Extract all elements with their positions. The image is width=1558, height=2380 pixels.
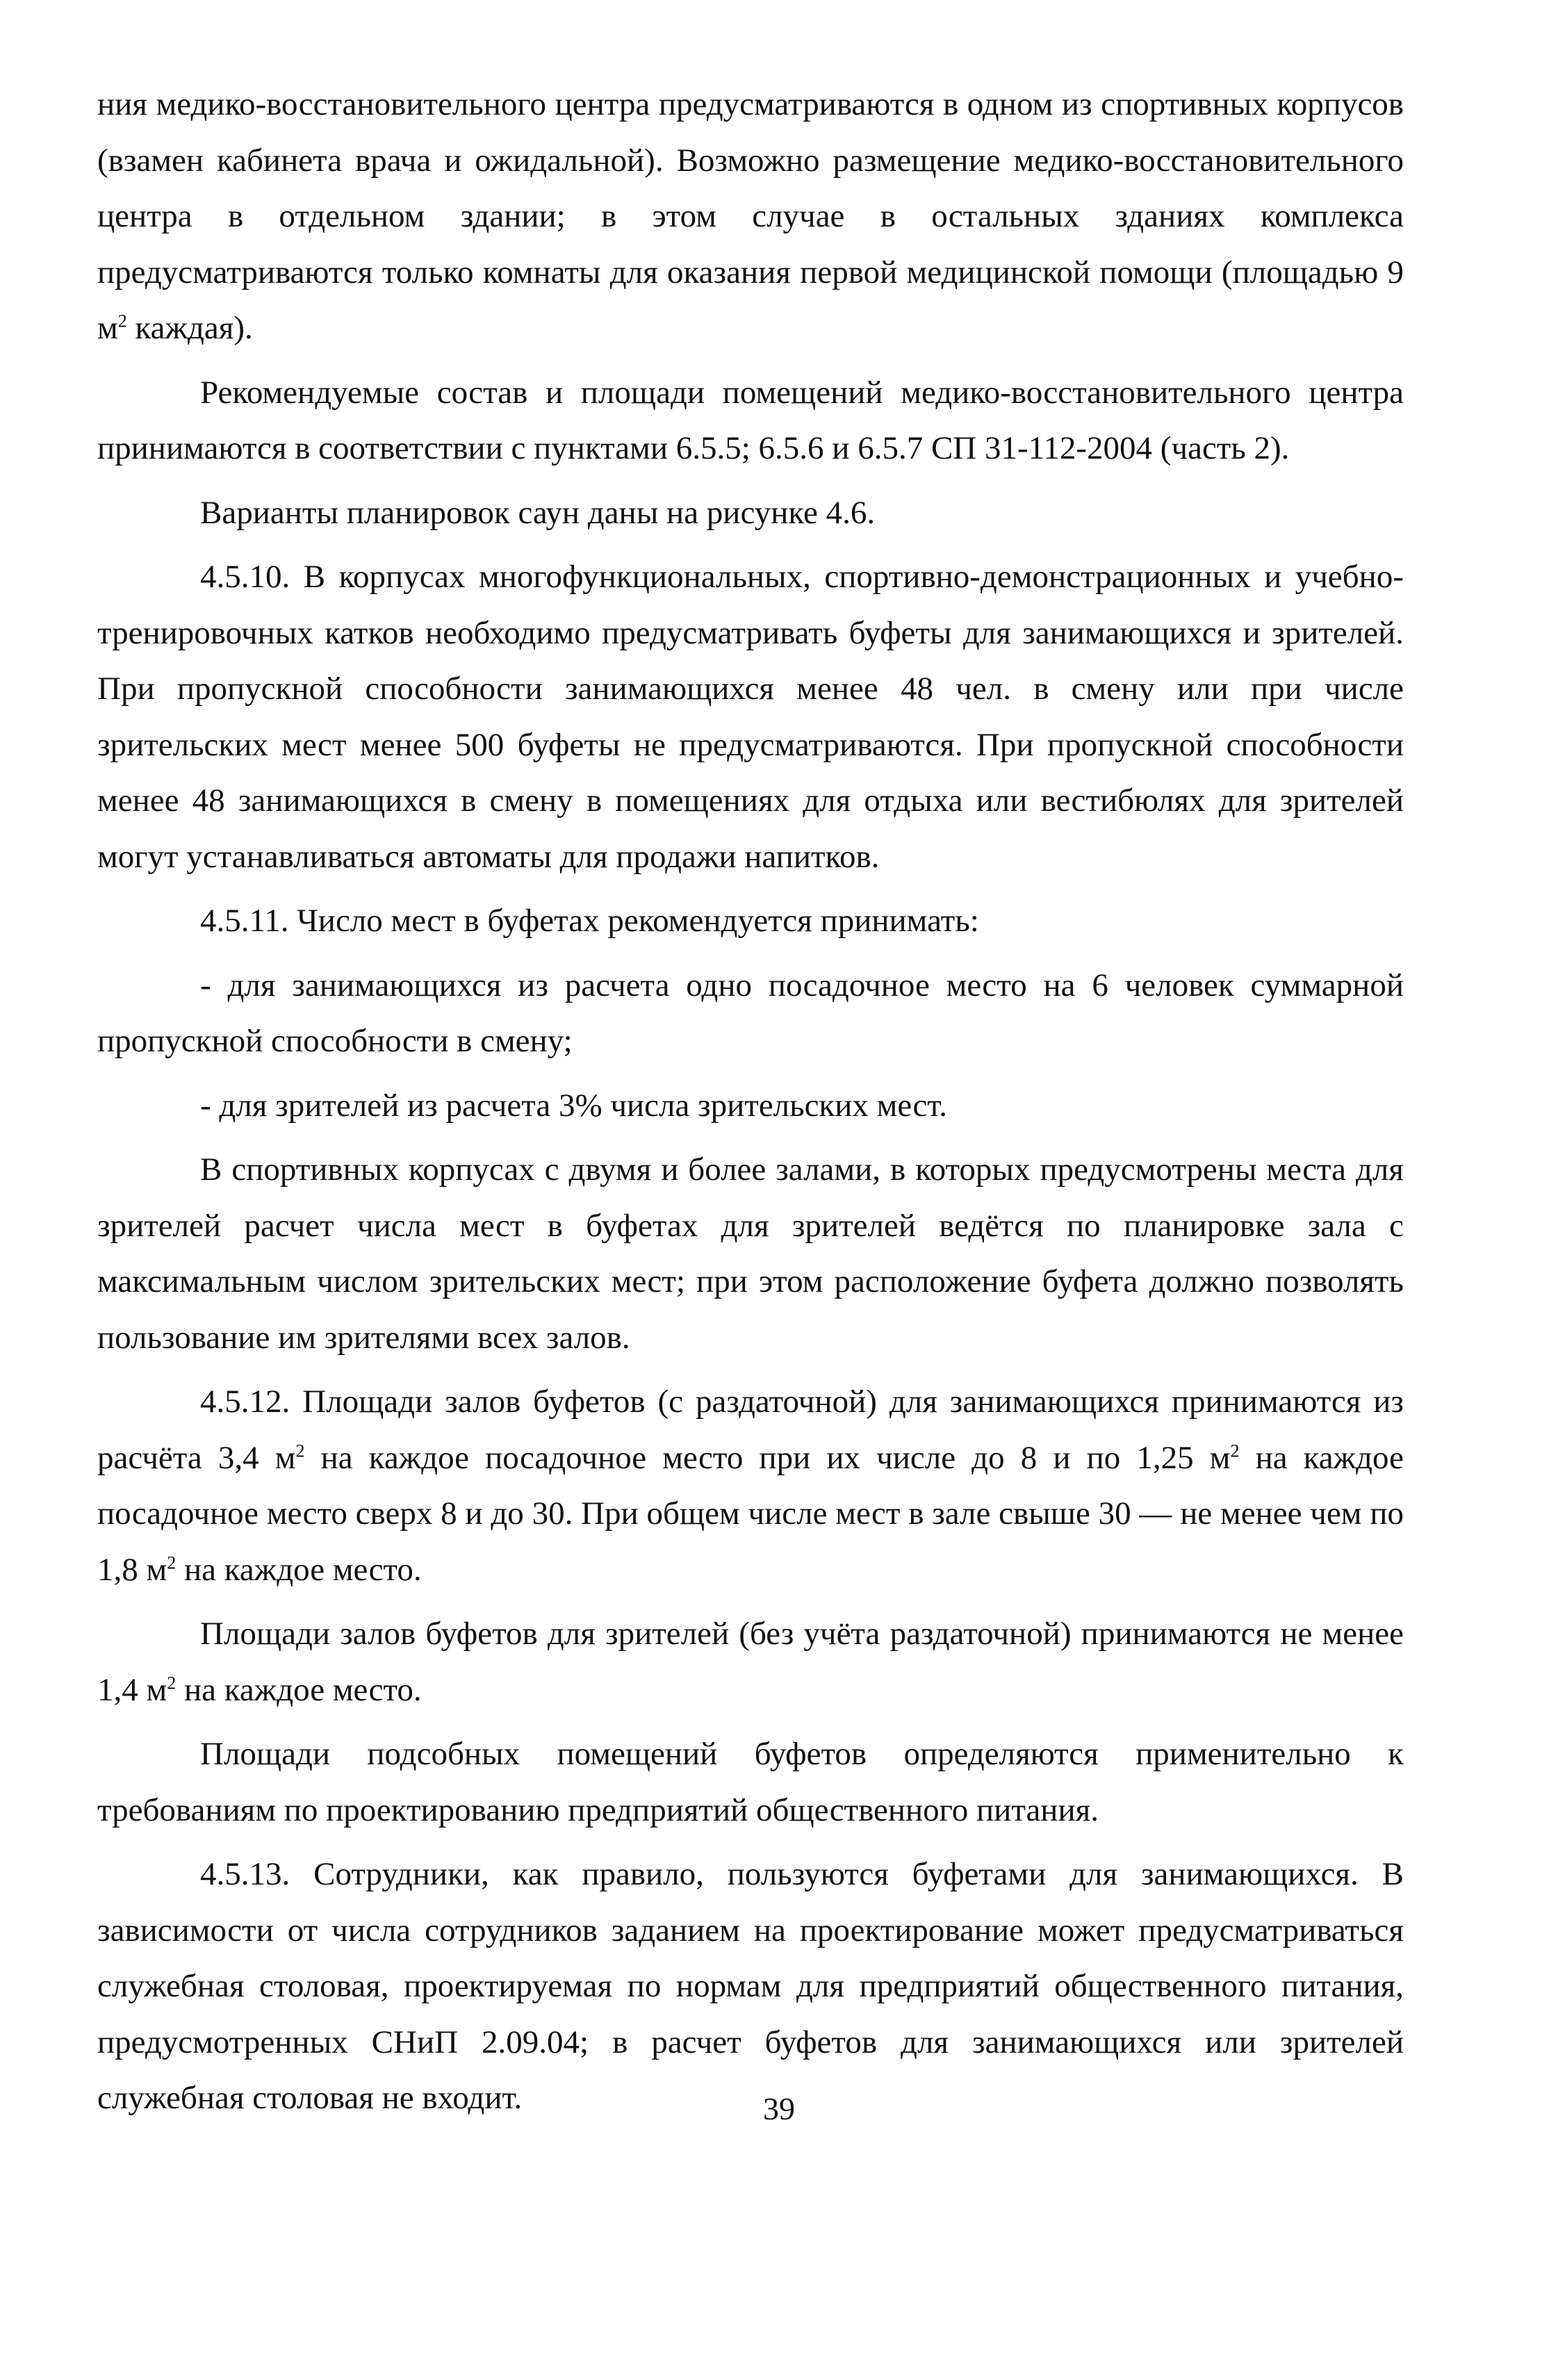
document-body [97, 76, 1404, 2126]
paragraph-4-5-13: 4.5.13. Сотрудники, как правило, пользуются буфетами для занимающихся. В зависимости от числа сотрудников заданием на проектирование может предусматриваться служебная столовая, проектируемая по нормам для предприятий общественного питания, предусмотренных СНиП 2.09.04; в расчет буфетов для занимающихся или зрителей служебная столовая не входит. [97, 1856, 1404, 2116]
paragraph-auxiliary-rooms: Площади подсобных помещений буфетов определяются применительно к требованиям по проектированию предприятий общественного питания. [97, 1736, 1404, 1828]
list-item-spectators: - для зрителей из расчета 3% числа зрительских мест. [200, 1087, 948, 1124]
paragraph-med-center-continuation: ния медико-восстановительного центра предусматриваются в одном из спортивных корпусов (взамен кабинета врача и ожидальной). Возможно размещение медико-восстановительного центра в отдельном здании; в этом случае в остальных зданиях комплекса предусматриваются только комнаты для оказания первой медицинской помощи (площадью 9 $м^2$ каждая). [97, 86, 1404, 346]
list-item-trainees: - для занимающихся из расчета одно посадочное место на 6 человек суммарной пропускной способности в смену; [97, 967, 1404, 1059]
paragraph-4-5-11: 4.5.11. Число мест в буфетах рекомендуется принимать: [200, 903, 979, 939]
paragraph-4-5-12: 4.5.12. Площади залов буфетов (с раздаточной) для занимающихся принимаются из расчёта 3,4 $м^2$ на каждое посадочное место при их числе до 8 и по 1,25 $м^2$ на каждое посадочное место сверх 8 и до 30. При общем числе мест в зале свыше 30 — не менее чем по 1,8 $м^2$ на каждое место. [97, 1384, 1404, 1588]
page-number: 39 [763, 2091, 795, 2126]
paragraph-recommended-composition: Рекомендуемые состав и площади помещений медико-восстановительного центра принимаются в соответствии с пунктами 6.5.5; 6.5.6 и 6.5.7 СП 31-112-2004 (часть 2). [97, 374, 1404, 466]
paragraph-multi-hall-buildings: В спортивных корпусах с двумя и более залами, в которых предусмотрены места для зрителей расчет числа мест в буфетах для зрителей ведётся по планировке зала с максимальным числом зрительских мест; при этом расположение буфета должно позволять пользование им зрителями всех залов. [97, 1151, 1404, 1356]
paragraph-spectator-buffet-area: Площади залов буфетов для зрителей (без учёта раздаточной) принимаются не менее 1,4 $м^2$ на каждое место. [97, 1616, 1404, 1708]
paragraph-4-5-10: 4.5.10. В корпусах многофункциональных, спортивно-демонстрационных и учебно-тренировочных катков необходимо предусматривать буфеты для занимающихся и зрителей. При пропускной способности занимающихся менее 48 чел. в смену или при числе зрительских мест менее 500 буфеты не предусматриваются. При пропускной способности менее 48 занимающихся в смену в помещениях для отдыха или вестибюлях для зрителей могут устанавливаться автоматы для продажи напитков. [97, 559, 1404, 875]
paragraph-sauna-layouts: Варианты планировок саун даны на рисунке 4.6. [200, 494, 876, 531]
